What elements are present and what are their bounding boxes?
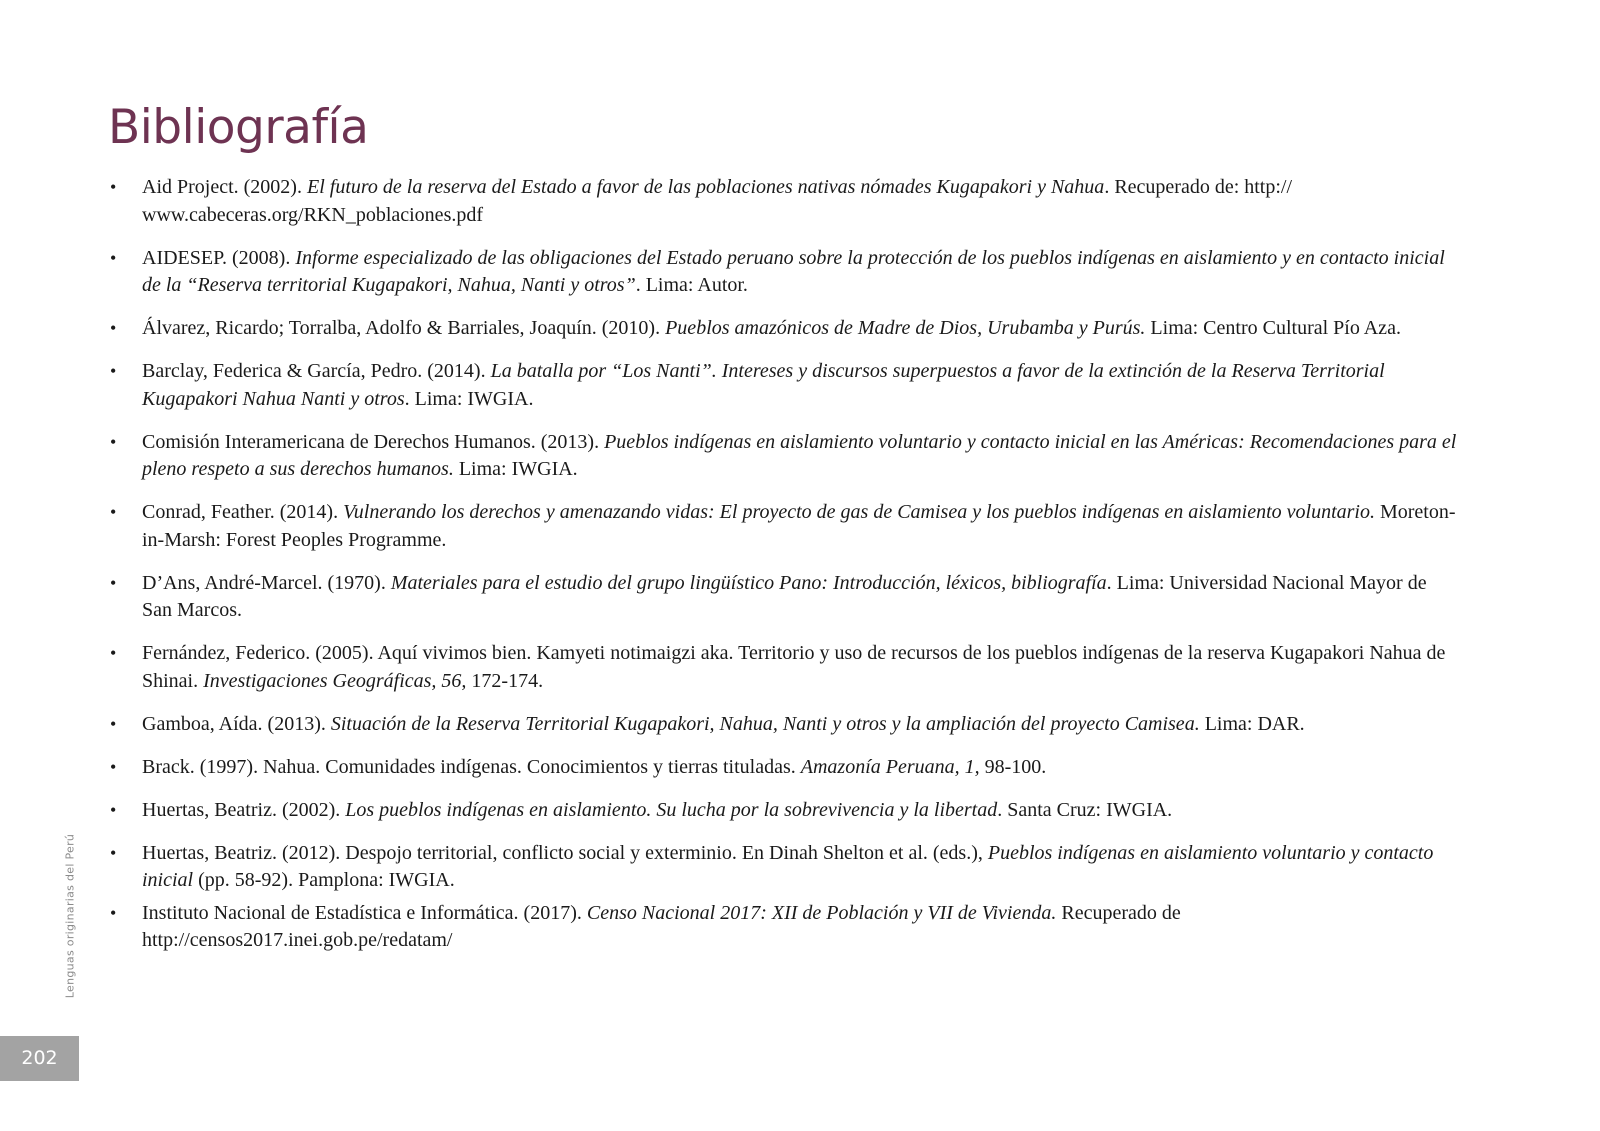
entry-text: Recuperado de http://censos2017.inei.gob.pe/redatam/ xyxy=(142,901,1181,951)
entry-title-italic: Los pueblos indígenas en aislamiento. Su lucha por la sobrevivencia y la libertad xyxy=(345,798,998,821)
bullet-icon: • xyxy=(110,502,117,522)
entry-title-italic: Pueblos indígenas en aislamiento voluntario y contacto inicial xyxy=(142,841,1434,891)
entry-text: Álvarez, Ricardo; Torralba, Adolfo & Barriales, Joaquín. (2010). xyxy=(142,317,666,339)
bibliography-entry xyxy=(108,245,1458,300)
entry-text: D’Ans, André-Marcel. (1970). xyxy=(142,571,391,594)
bibliography-entry xyxy=(108,640,1458,695)
entry-text: Fernández, Federico. (2005). Aquí vivimos bien. Kamyeti notimaigzi aka. Territorio y uso de recursos de los pueblos indígenas de la reserva Kugapakori Nahua de Shinai. xyxy=(142,642,1446,692)
entry-title-italic: Censo Nacional 2017: XII de Población y VII de Vivienda. xyxy=(586,901,1057,924)
bullet-icon: • xyxy=(110,572,117,593)
entry-text: Huertas, Beatriz. (2012). Despojo territorial, conflicto social y exterminio. En Dinah Shelton et al. (eds.), xyxy=(142,841,988,864)
bibliography-list xyxy=(108,174,1458,970)
entry-text: 172-174. xyxy=(466,669,544,692)
entry-text: . Lima: Universidad Nacional Mayor de San Marcos. xyxy=(142,571,1427,621)
bullet-icon: • xyxy=(110,799,117,820)
entry-text: . Lima: IWGIA. xyxy=(404,387,534,410)
bullet-icon: • xyxy=(110,361,117,381)
entry-text: Conrad, Feather. (2014). xyxy=(142,501,344,523)
entry-text: Lima: IWGIA. xyxy=(453,458,578,480)
bibliography-entry xyxy=(108,174,1458,229)
entry-title-italic: Pueblos indígenas en aislamiento voluntario y contacto inicial en las Américas: Recomendaciones para el pleno respeto a sus derechos humanos. xyxy=(142,430,1457,480)
entry-text: Moreton-in-Marsh: Forest Peoples Programme. xyxy=(142,501,1456,551)
entry-text: Lima: DAR. xyxy=(1199,712,1305,735)
entry-text: . Lima: Autor. xyxy=(635,274,748,296)
bibliography-entry xyxy=(108,840,1458,895)
entry-text: Huertas, Beatriz. (2002). xyxy=(142,798,346,821)
entry-title-italic: El futuro de la reserva del Estado a favor de las poblaciones nativas nómades Kugapakori y Nahua xyxy=(306,176,1105,198)
side-running-title: Lenguas originarias del Perú xyxy=(63,833,77,999)
bibliography-entry xyxy=(108,797,1458,825)
bibliography-entry xyxy=(108,711,1458,739)
entry-title-italic: Vulnerando los derechos y amenazando vidas: El proyecto de gas de Camisea y los pueblos indígenas en aislamiento voluntario. xyxy=(343,501,1375,523)
bullet-icon: • xyxy=(110,431,117,452)
entry-text: . Santa Cruz: IWGIA. xyxy=(997,798,1173,821)
bullet-icon: • xyxy=(110,177,117,197)
bibliography-entry xyxy=(108,358,1458,413)
entry-title-italic: Investigaciones Geográficas, 56, xyxy=(203,669,467,692)
bibliography-entry xyxy=(108,429,1458,484)
entry-title-italic: Materiales para el estudio del grupo lingüístico Pano: Introducción, léxicos, bibliografía xyxy=(390,571,1107,594)
bullet-icon: • xyxy=(110,756,117,777)
entry-text: Lima: Centro Cultural Pío Aza. xyxy=(1145,317,1401,339)
page-title: Bibliografía xyxy=(108,100,369,155)
entry-text: . Recuperado de: http:// www.cabeceras.org/RKN_poblaciones.pdf xyxy=(142,176,1293,226)
page-number: 202 xyxy=(0,1036,79,1081)
bullet-icon: • xyxy=(110,902,117,923)
entry-text: Brack. (1997). Nahua. Comunidades indígenas. Conocimientos y tierras tituladas. xyxy=(142,755,801,778)
bibliography-entry xyxy=(108,315,1458,343)
bibliography-entry xyxy=(108,900,1458,955)
entry-text: (pp. 58-92). Pamplona: IWGIA. xyxy=(193,869,455,891)
entry-text: 98-100. xyxy=(979,755,1047,778)
bibliography-entry xyxy=(108,499,1458,554)
entry-title-italic: Informe especializado de las obligaciones del Estado peruano sobre la protección de los pueblos indígenas en aislamiento y en contacto inicial de la “Reserva territorial Kugapakori, Nahua, Nanti y otros” xyxy=(142,246,1445,296)
entry-text: Aid Project. (2002). xyxy=(142,176,307,198)
entry-title-italic: Amazonía Peruana, 1, xyxy=(800,755,980,778)
entry-title-italic: La batalla por “Los Nanti”. Intereses y discursos superpuestos a favor de la extinción de la Reserva Territorial Kugapakori Nahua Nanti y otros xyxy=(142,360,1385,410)
entry-title-italic: Situación de la Reserva Territorial Kugapakori, Nahua, Nanti y otros y la ampliación del proyecto Camisea. xyxy=(330,712,1200,735)
bullet-icon: • xyxy=(110,643,117,663)
entry-text: AIDESEP. (2008). xyxy=(142,246,296,269)
bullet-icon: • xyxy=(110,713,117,734)
entry-text: Comisión Interamericana de Derechos Humanos. (2013). xyxy=(142,430,605,453)
bullet-icon: • xyxy=(110,318,117,338)
bibliography-entry xyxy=(108,754,1458,782)
bibliography-entry xyxy=(108,570,1458,625)
bullet-icon: • xyxy=(110,842,117,863)
entry-text: Barclay, Federica & García, Pedro. (2014). xyxy=(142,360,491,382)
entry-text: Gamboa, Aída. (2013). xyxy=(142,712,331,735)
bullet-icon: • xyxy=(110,247,117,268)
entry-title-italic: Pueblos amazónicos de Madre de Dios, Urubamba y Purús. xyxy=(665,317,1146,339)
entry-text: Instituto Nacional de Estadística e Informática. (2017). xyxy=(142,901,587,924)
